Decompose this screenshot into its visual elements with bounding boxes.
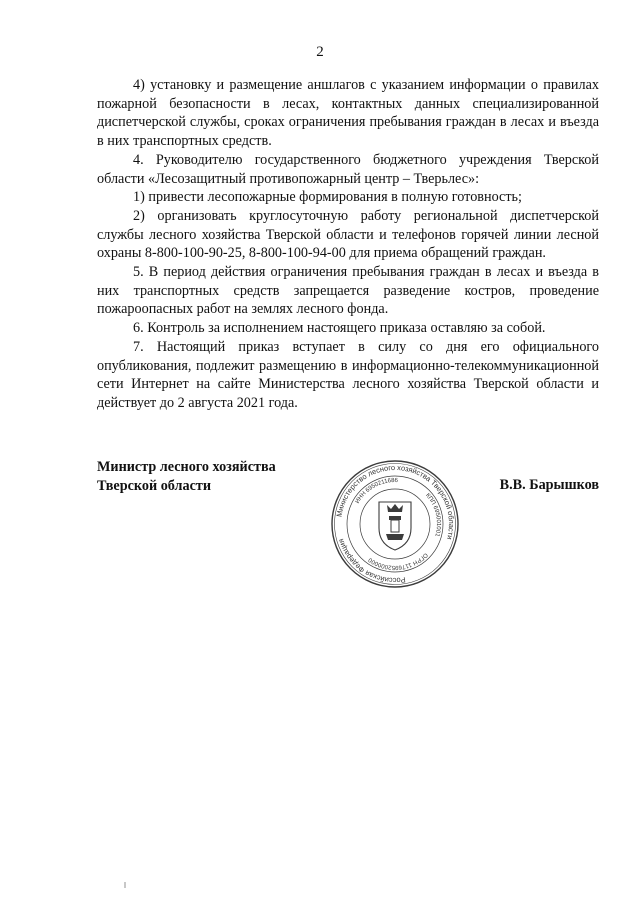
paragraph-item-1-readiness: 1) привести лесопожарные формирования в полную готовность; <box>133 189 522 206</box>
document-body <box>97 76 599 413</box>
signatory-name: В.В. Барышков <box>499 477 599 493</box>
paragraph-item-2-hotline: 2) организовать круглосуточную работу региональной диспетчерской службы лесного хозяйства Тверской области и телефонов горячей линии лесной охраны 8-800-100-90-25, 8-800-100-94-00 для приема обращений граждан. <box>97 207 599 262</box>
signatory-title <box>97 458 276 495</box>
seal-country-text: Российская Федерация <box>336 537 407 586</box>
paragraph-clause-4: 4. Руководителю государственного бюджетного учреждения Тверской области «Лесозащитный противопожарный центр – Тверьлес»: <box>97 151 599 187</box>
paragraph-clause-6: 6. Контроль за исполнением настоящего приказа оставляю за собой. <box>133 320 546 337</box>
paragraph-clause-7: 7. Настоящий приказ вступает в силу со дня его официального опубликования, подлежит размещению в информационно-телекоммуникационной сети Интернет на сайте Министерства лесного хозяйства Тверской области и действует до 2 августа 2021 года. <box>97 338 599 411</box>
scan-margin-mark <box>124 882 126 888</box>
paragraph-item-4-signs: 4) установку и размещение аншлагов с указанием информации о правилах пожарной безопасности в лесах, контактных данных специализированной диспетчерской службы, сроках ограничения пребывания граждан в лесах и въезда в них транспортных средств. <box>97 77 599 150</box>
official-seal <box>329 458 461 590</box>
coat-of-arms-icon <box>379 502 411 550</box>
seal-ogrn-text: ОГРН 1176952000000 <box>367 551 429 571</box>
seal-kpp-text: КПП 695001001 <box>424 492 442 538</box>
signature-block <box>97 458 599 586</box>
paragraph-clause-5: 5. В период действия ограничения пребывания граждан в лесах и въезда в них транспортных средств запрещается разведение костров, проведение пожароопасных работ на землях лесного фонда. <box>97 264 599 318</box>
seal-outer-text: Министерство лесного хозяйства Тверской области <box>334 462 457 541</box>
signatory-title-line-2: Тверской области <box>97 477 212 494</box>
signatory-title-line-1: Министр лесного хозяйства <box>97 459 276 475</box>
seal-inn-text: ИНН 6950211686 <box>354 477 398 505</box>
page-number: 2 <box>316 44 324 60</box>
